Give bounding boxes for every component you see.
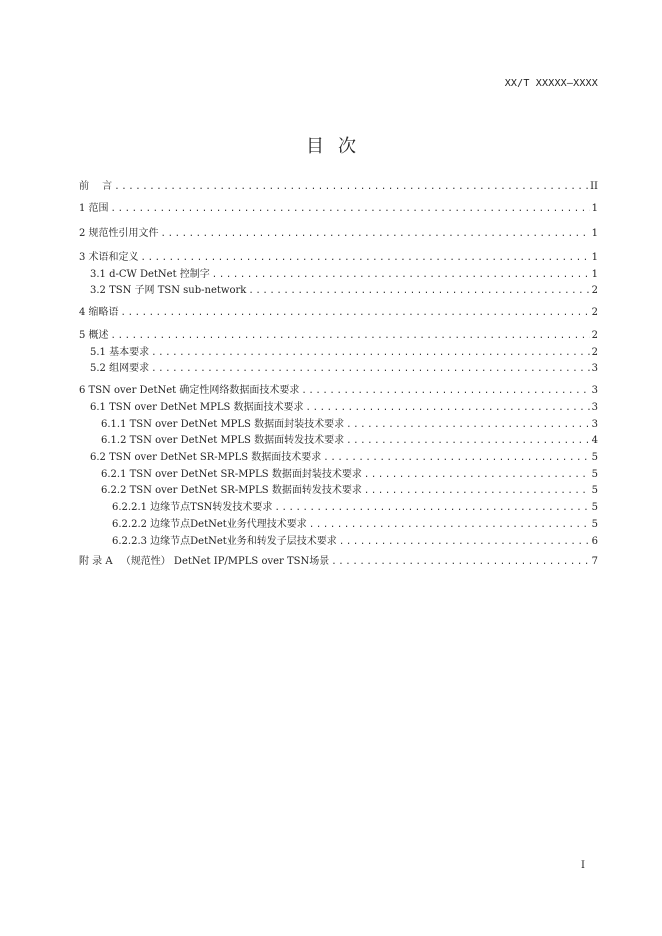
toc-entry[interactable]	[79, 251, 598, 265]
toc-entry-page: 3	[591, 402, 598, 413]
toc-entry[interactable]	[101, 418, 598, 432]
toc-entry[interactable]	[79, 180, 598, 194]
toc-entry-page: 2	[591, 307, 598, 318]
toc-entry-label: 6.2 TSN over DetNet SR-MPLS 数据面技术要求	[90, 452, 322, 463]
toc-entry-label: 5.1 基本要求	[90, 347, 150, 358]
toc-entry[interactable]	[112, 518, 598, 532]
toc-entry[interactable]	[90, 346, 598, 360]
toc-leader-dots	[151, 346, 590, 360]
toc-entry-label: 3.1 d-CW DetNet 控制字	[90, 269, 210, 280]
toc-entry-page: 2	[591, 330, 598, 341]
page-number: I	[581, 860, 585, 871]
toc-entry-label: 6.2.2.2 边缘节点DetNet业务代理技术要求	[112, 519, 307, 530]
toc-leader-dots	[306, 401, 590, 415]
toc-entry-page: II	[590, 181, 598, 192]
toc-entry[interactable]	[79, 555, 598, 569]
toc-leader-dots	[309, 518, 590, 532]
toc-leader-dots	[339, 535, 590, 549]
toc-entry[interactable]	[112, 535, 598, 549]
toc-entry-label: 6 TSN over DetNet 确定性网络数据面技术要求	[79, 385, 300, 396]
toc-entry-label: 2 规范性引用文件	[79, 228, 159, 239]
toc-leader-dots	[323, 451, 589, 465]
toc-leader-dots	[364, 484, 590, 498]
toc-title: 目次	[306, 136, 370, 157]
toc-entry-label: 附 录 A （规范性） DetNet IP/MPLS over TSN场景	[79, 556, 330, 567]
toc-entry-label: 6.2.1 TSN over DetNet SR-MPLS 数据面封装技术要求	[101, 469, 362, 480]
toc-entry-label: 3.2 TSN 子网 TSN sub-network	[90, 285, 247, 296]
toc-entry[interactable]	[90, 362, 598, 376]
toc-entry-label: 3 术语和定义	[79, 252, 139, 263]
toc-entry-label: 前 言	[79, 181, 113, 192]
toc-entry-page: 4	[591, 435, 598, 446]
toc-leader-dots	[161, 227, 590, 241]
toc-leader-dots	[331, 555, 589, 569]
toc-entry-page: 5	[591, 452, 598, 463]
toc-entry-page: 3	[591, 385, 598, 396]
toc-leader-dots	[212, 268, 590, 282]
toc-entry-page: 2	[591, 285, 598, 296]
toc-entry-page: 7	[591, 556, 598, 567]
toc-entry[interactable]	[79, 384, 598, 398]
toc-entry-page: 2	[591, 347, 598, 358]
toc-leader-dots	[141, 251, 590, 265]
toc-entry[interactable]	[90, 284, 598, 298]
toc-leader-dots	[151, 362, 590, 376]
toc-entry-label: 6.2.2.3 边缘节点DetNet业务和转发子层技术要求	[112, 536, 337, 547]
toc-entry-page: 5	[591, 469, 598, 480]
toc-entry[interactable]	[90, 401, 598, 415]
toc-entry-page: 5	[591, 502, 598, 513]
toc-entry[interactable]	[79, 202, 598, 216]
toc-entry-page: 1	[591, 269, 598, 280]
toc-entry-page: 3	[591, 419, 598, 430]
toc-entry-label: 6.1.2 TSN over DetNet MPLS 数据面转发技术要求	[101, 435, 345, 446]
toc-entry-label: 1 范围	[79, 203, 109, 214]
toc-leader-dots	[274, 501, 589, 515]
toc-entry-label: 6.1.1 TSN over DetNet MPLS 数据面封装技术要求	[101, 419, 345, 430]
toc-entry-page: 5	[591, 485, 598, 496]
toc-entry-label: 5 概述	[79, 330, 109, 341]
toc-entry[interactable]	[79, 306, 598, 320]
toc-entry-label: 6.2.2 TSN over DetNet SR-MPLS 数据面转发技术要求	[101, 485, 362, 496]
toc-entry-page: 1	[591, 203, 598, 214]
toc-entry[interactable]	[101, 434, 598, 448]
toc-entry[interactable]	[90, 268, 598, 282]
toc-entry-label: 4 缩略语	[79, 307, 119, 318]
toc-leader-dots	[121, 306, 590, 320]
toc-entry-page: 1	[591, 252, 598, 263]
toc-leader-dots	[346, 434, 590, 448]
toc-leader-dots	[346, 418, 590, 432]
toc-entry-page: 3	[591, 363, 598, 374]
toc-leader-dots	[111, 329, 590, 343]
toc-entry-page: 5	[591, 519, 598, 530]
document-code: XX/T XXXXX—XXXX	[504, 78, 598, 89]
toc-entry-label: 6.2.2.1 边缘节点TSN转发技术要求	[112, 502, 273, 513]
toc-leader-dots	[301, 384, 589, 398]
toc-leader-dots	[111, 202, 590, 216]
toc-entry[interactable]	[79, 227, 598, 241]
toc-entry-label: 5.2 组网要求	[90, 363, 150, 374]
toc-entry[interactable]	[79, 329, 598, 343]
toc-entry[interactable]	[101, 484, 598, 498]
toc-entry[interactable]	[90, 451, 598, 465]
toc-entry-label: 6.1 TSN over DetNet MPLS 数据面技术要求	[90, 402, 304, 413]
toc-entry[interactable]	[112, 501, 598, 515]
toc-leader-dots	[114, 180, 588, 194]
toc-leader-dots	[248, 284, 589, 298]
toc-entry-page: 6	[591, 536, 598, 547]
toc-leader-dots	[364, 468, 590, 482]
toc-entry-page: 1	[591, 228, 598, 239]
toc-entry[interactable]	[101, 468, 598, 482]
